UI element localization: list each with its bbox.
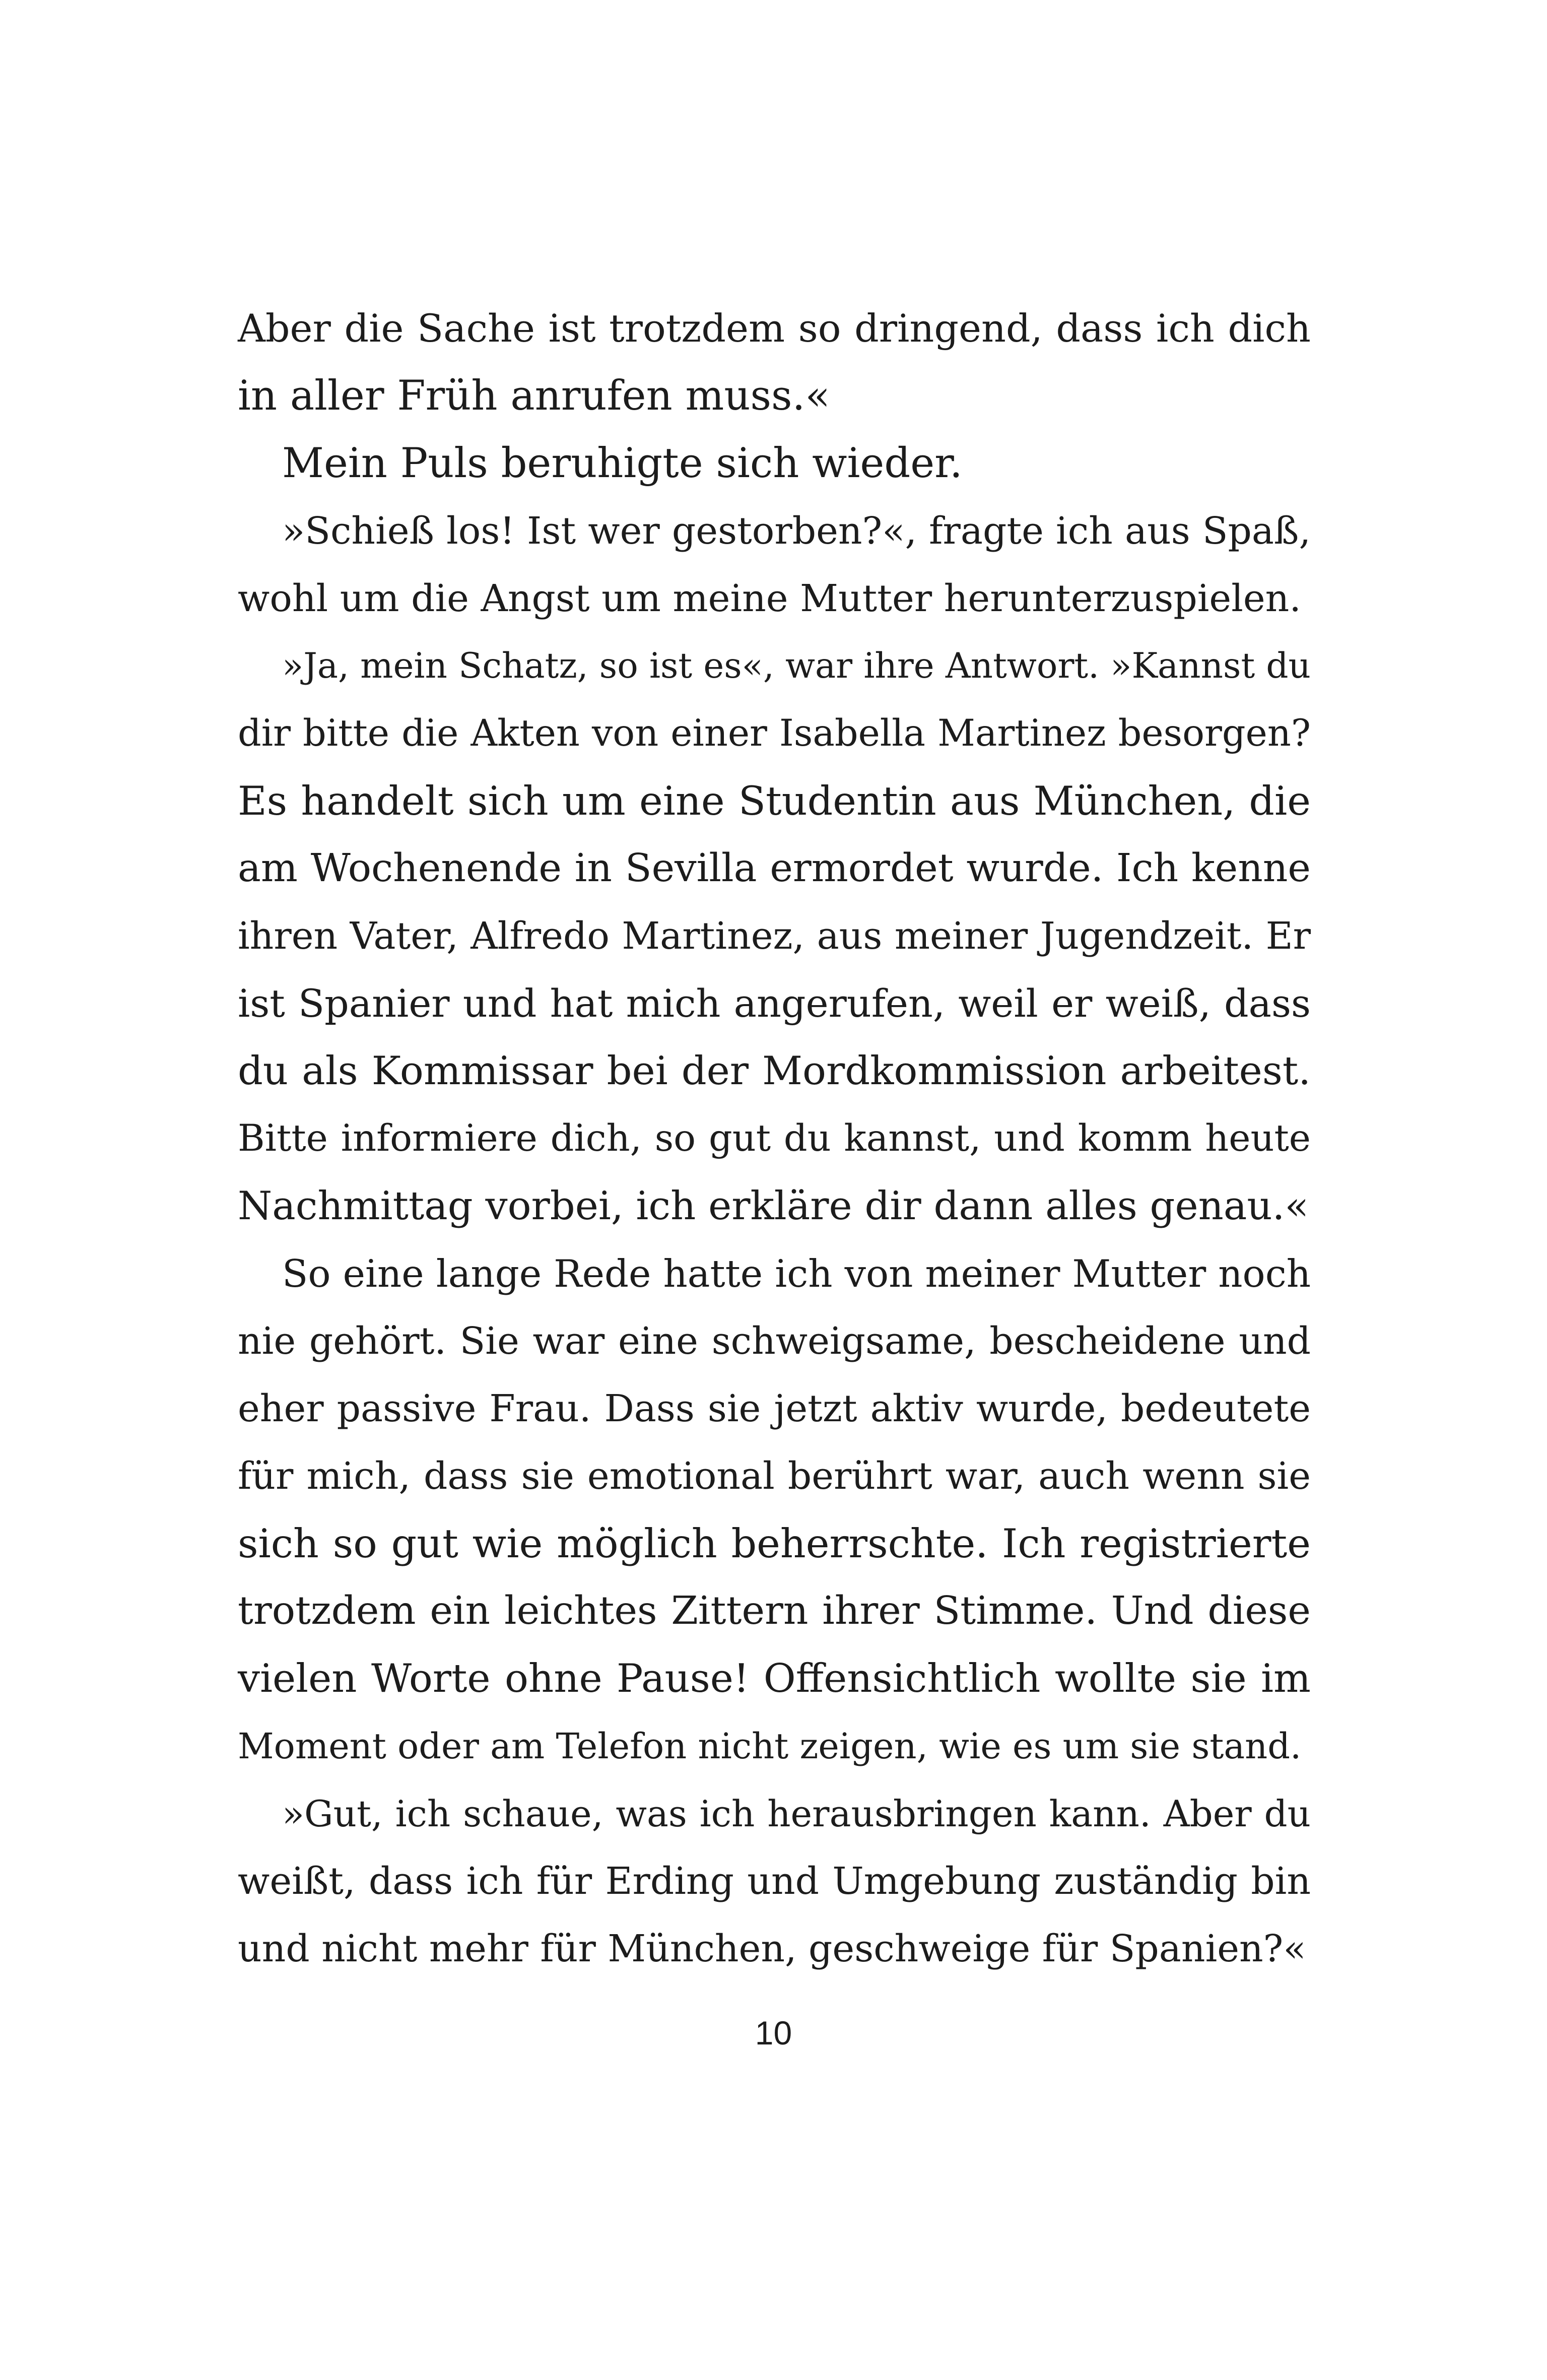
text-line: Moment oder am Telefon nicht zeigen, wie es um sie stand. bbox=[238, 1726, 1302, 1767]
text-line: und nicht mehr für München, geschweige für Spanien?« bbox=[238, 1927, 1306, 1970]
text-line: ist Spanier und hat mich angerufen, weil er weiß, dass bbox=[238, 981, 1311, 1026]
text-line: trotzdem ein leichtes Zittern ihrer Stimme. Und diese bbox=[238, 1589, 1311, 1633]
text-line: »Gut, ich schaue, was ich herausbringen kann. Aber du bbox=[282, 1793, 1311, 1835]
text-line: vielen Worte ohne Pause! Offensichtlich wollte sie im bbox=[238, 1656, 1311, 1701]
text-line: ihren Vater, Alfredo Martinez, aus meiner Jugendzeit. Er bbox=[238, 914, 1311, 958]
text-line: So eine lange Rede hatte ich von meiner Mutter noch bbox=[282, 1251, 1311, 1296]
text-line: eher passive Frau. Dass sie jetzt aktiv wurde, bedeutete bbox=[238, 1387, 1311, 1430]
text-line: sich so gut wie möglich beherrschte. Ich registrierte bbox=[238, 1520, 1311, 1567]
text-line: am Wochenende in Sevilla ermordet wurde. Ich kenne bbox=[238, 846, 1311, 891]
text-line: Nachmittag vorbei, ich erkläre dir dann alles genau.« bbox=[238, 1183, 1309, 1229]
text-line: »Schieß los! Ist wer gestorben?«, fragte ich aus Spaß, bbox=[282, 509, 1311, 553]
text-line: Mein Puls beruhigte sich wieder. bbox=[282, 440, 963, 487]
page-number: 10 bbox=[755, 2014, 792, 2052]
text-line: Es handelt sich um eine Studentin aus München, die bbox=[238, 778, 1311, 824]
text-line: für mich, dass sie emotional berührt war, auch wenn sie bbox=[238, 1455, 1311, 1498]
text-line: Aber die Sache ist trotzdem so dringend, dass ich dich bbox=[238, 306, 1311, 351]
text-line: du als Kommissar bei der Mordkommission arbeitest. bbox=[238, 1048, 1311, 1094]
text-line: weißt, dass ich für Erding und Umgebung zuständig bin bbox=[238, 1860, 1311, 1903]
body-text bbox=[238, 295, 1311, 1982]
text-line: dir bitte die Akten von einer Isabella Martinez besorgen? bbox=[238, 712, 1311, 755]
text-line: in aller Früh anrufen muss.« bbox=[238, 372, 830, 420]
text-line: wohl um die Angst um meine Mutter herunterzuspielen. bbox=[238, 577, 1301, 620]
text-line: nie gehört. Sie war eine schweigsame, bescheidene und bbox=[238, 1319, 1311, 1363]
text-line: Bitte informiere dich, so gut du kannst, und komm heute bbox=[238, 1117, 1311, 1160]
text-line: »Ja, mein Schatz, so ist es«, war ihre Antwort. »Kannst du bbox=[282, 646, 1311, 686]
